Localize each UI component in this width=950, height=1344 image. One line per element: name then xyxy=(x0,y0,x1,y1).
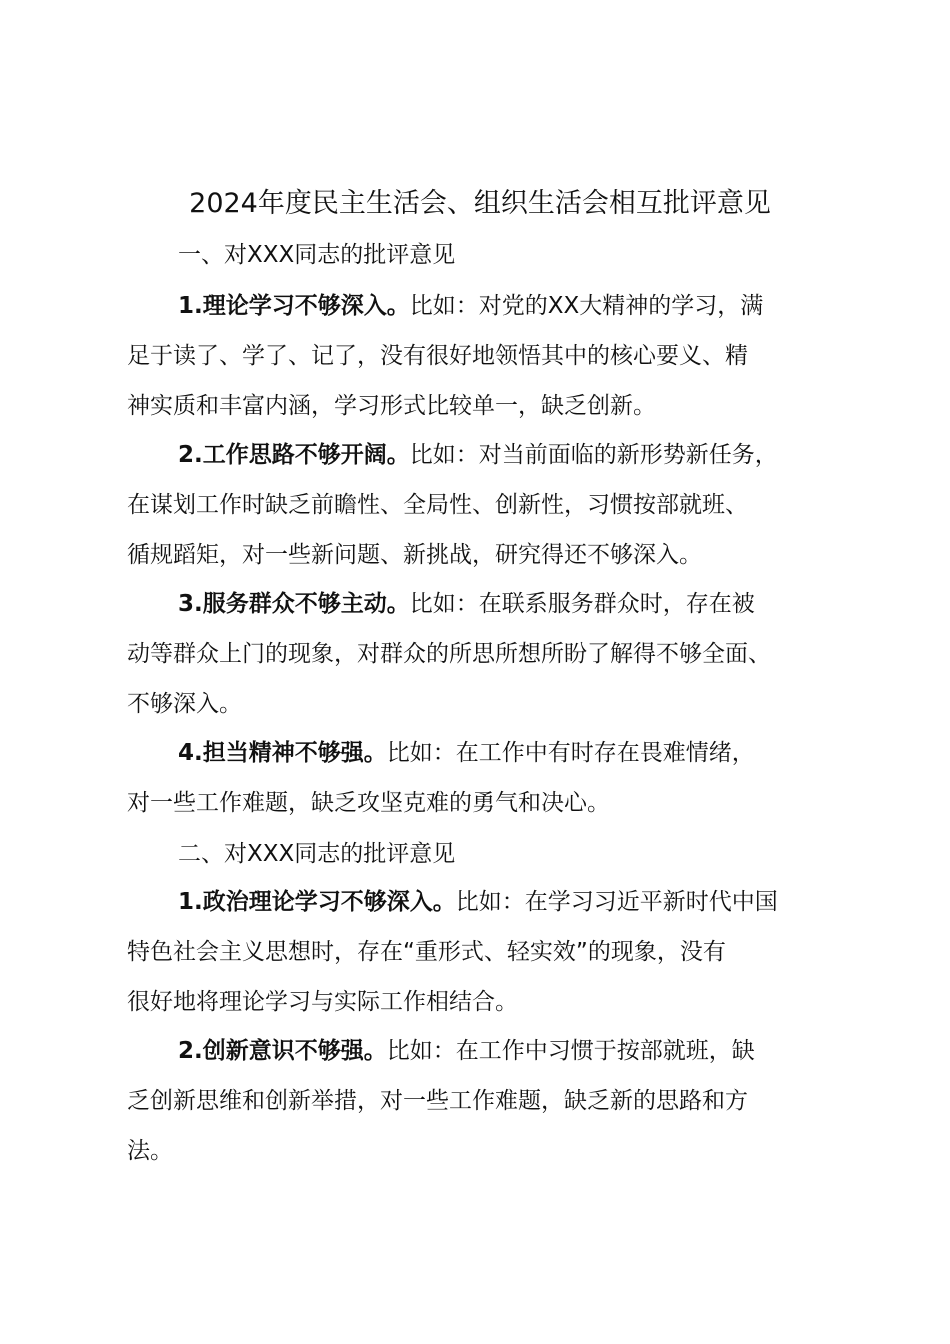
paragraph-text: 比如：在工作中有时存在畏难情绪， xyxy=(386,740,755,766)
paragraph-lead: 1.政治理论学习不够深入。 xyxy=(178,889,456,915)
paragraph-lead: 4.担当精神不够强。 xyxy=(178,740,387,766)
paragraph-text: 足于读了、学了、记了，没有很好地领悟其中的核心要义、精 xyxy=(127,343,748,369)
paragraph-text: 特色社会主义思想时，存在“重形式、轻实效”的现象，没有 xyxy=(127,939,726,965)
paragraph-text: 对一些工作难题，缺乏攻坚克难的勇气和决心。 xyxy=(127,790,610,816)
paragraph-text: 比如：对党的XX大精神的学习，满 xyxy=(409,293,764,319)
paragraph-text: 乏创新思维和创新举措，对一些工作难题，缺乏新的思路和方 xyxy=(127,1088,748,1114)
paragraph-lead: 2.工作思路不够开阔。 xyxy=(178,442,410,468)
paragraph-text: 不够深入。 xyxy=(127,691,242,717)
document-title: 2024年度民主生活会、组织生活会相互批评意见 xyxy=(189,188,771,219)
paragraph-lead: 1.理论学习不够深入。 xyxy=(178,293,410,319)
paragraph-text: 神实质和丰富内涵，学习形式比较单一，缺乏创新。 xyxy=(127,393,656,419)
paragraph-text: 很好地将理论学习与实际工作相结合。 xyxy=(127,989,518,1015)
paragraph-2-1 xyxy=(127,877,857,1027)
paragraph-text: 循规蹈矩，对一些新问题、新挑战，研究得还不够深入。 xyxy=(127,542,702,568)
paragraph-text: 比如：在工作中习惯于按部就班，缺 xyxy=(386,1038,755,1064)
paragraph-lead: 3.服务群众不够主动。 xyxy=(178,591,410,617)
paragraph-text: 法。 xyxy=(127,1138,173,1164)
section-heading-2: 二、对XXX同志的批评意见 xyxy=(178,841,456,867)
paragraph-1-2 xyxy=(127,430,857,580)
paragraph-2-2 xyxy=(127,1026,857,1176)
paragraph-lead: 2.创新意识不够强。 xyxy=(178,1038,387,1064)
paragraph-text: 比如：对当前面临的新形势新任务， xyxy=(409,442,778,468)
paragraph-text: 比如：在学习习近平新时代中国 xyxy=(455,889,778,915)
paragraph-1-3 xyxy=(127,579,857,729)
paragraph-text: 动等群众上门的现象，对群众的所思所想所盼了解得不够全面、 xyxy=(127,641,771,667)
paragraph-1-4 xyxy=(127,728,857,828)
paragraph-text: 比如：在联系服务群众时，存在被 xyxy=(409,591,755,617)
paragraph-text: 在谋划工作时缺乏前瞻性、全局性、创新性，习惯按部就班、 xyxy=(127,492,748,518)
section-heading-1: 一、对XXX同志的批评意见 xyxy=(178,242,456,268)
paragraph-1-1 xyxy=(127,281,857,431)
